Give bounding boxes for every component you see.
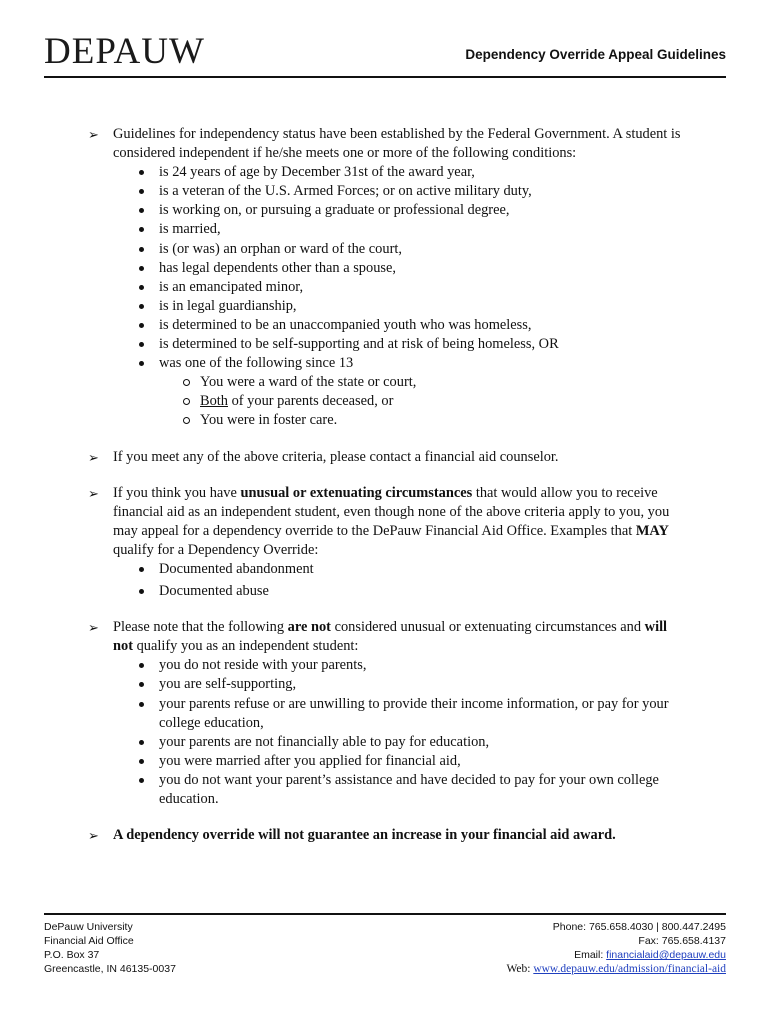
- list-item: is in legal guardianship,: [113, 297, 688, 316]
- sub-list-item: You were a ward of the state or court,: [113, 373, 688, 392]
- examples-list: [113, 560, 688, 601]
- website-link[interactable]: www.depauw.edu/admission/financial-aid: [533, 963, 726, 975]
- section-text: A dependency override will not guarantee an increase in your financial aid award.: [113, 827, 616, 844]
- list-item: is (or was) an orphan or ward of the court,: [113, 240, 688, 259]
- section-intro: Guidelines for independency status have been established by the Federal Government. A student is considered independent if he/she meets one or more of the following conditions:: [113, 126, 681, 162]
- footer-fax: Fax: 765.658.4137: [638, 935, 726, 947]
- section-independency-criteria: [88, 125, 688, 431]
- list-item: was one of the following since 13: [113, 354, 688, 373]
- section-extenuating-circumstances: [88, 484, 688, 602]
- footer-web-row: Web: www.depauw.edu/admission/financial-aid: [506, 963, 726, 975]
- section-contact-counselor: [88, 448, 688, 467]
- arrowhead-bullet-icon: ➢: [88, 620, 99, 636]
- list-item: you do not reside with your parents,: [113, 656, 688, 675]
- depauw-logo: DEPAUW: [44, 31, 205, 72]
- arrowhead-bullet-icon: ➢: [88, 828, 99, 844]
- footer-contact: [506, 920, 726, 976]
- list-item: you were married after you applied for financial aid,: [113, 752, 688, 771]
- footer-address: DePauw University Financial Aid Office P.O. Box 37 Greencastle, IN 46135-0037: [44, 921, 176, 975]
- list-item: you do not want your parent’s assistance and have decided to pay for your own college education.: [113, 771, 688, 809]
- list-item: is 24 years of age by December 31st of the award year,: [113, 163, 688, 182]
- arrowhead-bullet-icon: ➢: [88, 485, 99, 501]
- list-item: Documented abuse: [113, 582, 688, 601]
- list-item: is working on, or pursuing a graduate or professional degree,: [113, 201, 688, 220]
- list-item: Documented abandonment: [113, 560, 688, 579]
- email-link[interactable]: financialaid@depauw.edu: [606, 949, 726, 961]
- non-qualifying-list: [113, 656, 688, 809]
- footer-email-row: Email: financialaid@depauw.edu: [574, 949, 726, 961]
- sub-criteria-list: [113, 373, 688, 430]
- list-item: is determined to be self-supporting and at risk of being homeless, OR: [113, 335, 688, 354]
- section-not-qualifying: [88, 618, 688, 809]
- document-body: [88, 125, 688, 845]
- list-item: is married,: [113, 220, 688, 239]
- section-text: If you meet any of the above criteria, please contact a financial aid counselor.: [113, 448, 559, 465]
- header-divider: [44, 76, 726, 78]
- list-item: has legal dependents other than a spouse,: [113, 259, 688, 278]
- arrowhead-bullet-icon: ➢: [88, 449, 99, 465]
- list-item: your parents are not financially able to pay for education,: [113, 733, 688, 752]
- arrowhead-bullet-icon: ➢: [88, 127, 99, 142]
- list-item: is an emancipated minor,: [113, 278, 688, 297]
- list-item: is a veteran of the U.S. Armed Forces; or on active military duty,: [113, 182, 688, 201]
- footer-phone: Phone: 765.658.4030 | 800.447.2495: [552, 921, 726, 933]
- sub-list-item: You were in foster care.: [113, 411, 688, 430]
- list-item: you are self-supporting,: [113, 675, 688, 694]
- list-item: is determined to be an unaccompanied youth who was homeless,: [113, 316, 688, 335]
- footer-divider: [44, 913, 726, 915]
- page-title: Dependency Override Appeal Guidelines: [465, 47, 726, 62]
- section-text: If you think you have unusual or extenuating circumstances that would allow you to receive financial aid as an independent student, even though none of the above criteria apply to you, you may appeal for a dependency override to the DePauw Financial Aid Office. Examples that MAY qualify for a Dependency Override:: [113, 484, 670, 558]
- emphasis-both: Both: [200, 393, 228, 410]
- section-no-guarantee: [88, 826, 688, 845]
- list-item: your parents refuse or are unwilling to provide their income information, or pay for your college education,: [113, 695, 688, 733]
- section-text: Please note that the following are not considered unusual or extenuating circumstances and will not qualify you as an independent student:: [113, 619, 668, 655]
- criteria-list: [113, 163, 688, 373]
- page-header: [44, 30, 726, 78]
- sub-list-item: Both of your parents deceased, or: [113, 392, 688, 411]
